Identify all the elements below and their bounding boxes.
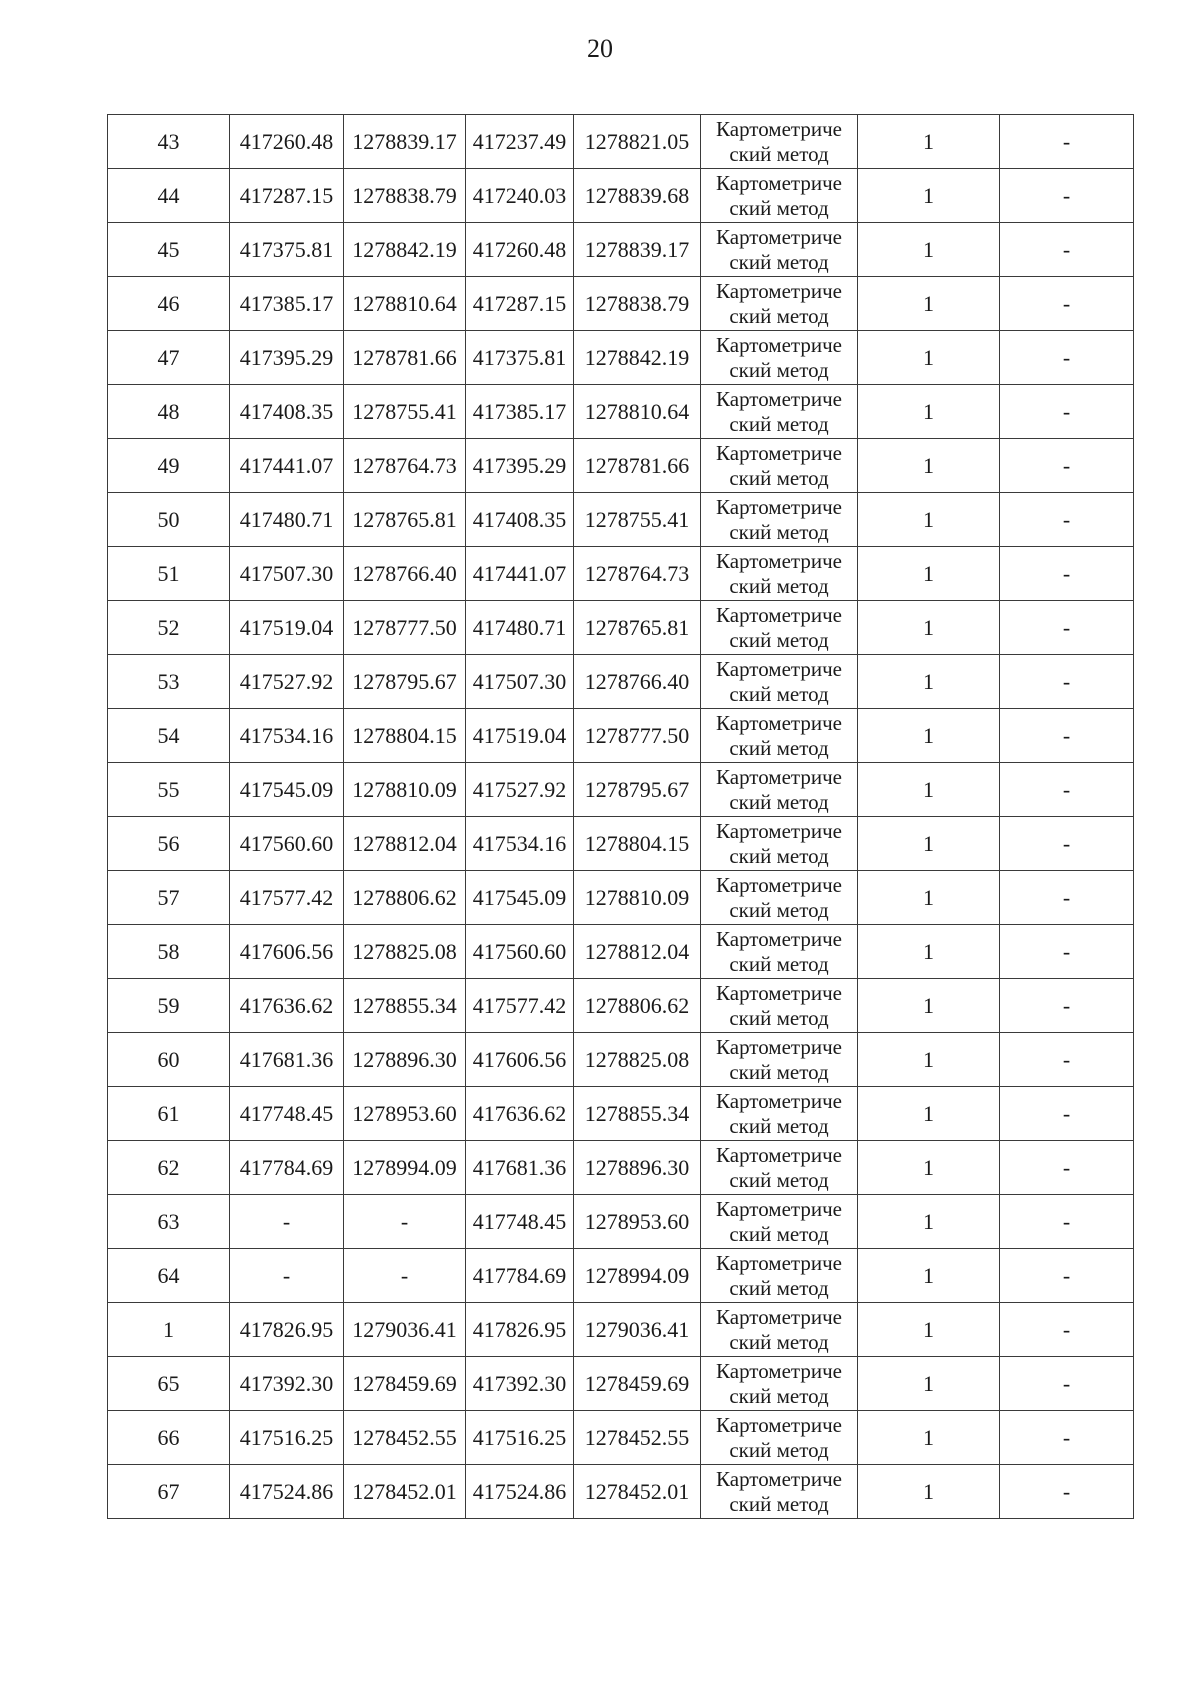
point-number-cell: 1 bbox=[108, 1303, 230, 1357]
refined-x-cell: 417395.29 bbox=[466, 439, 574, 493]
method-line-2: ский метод bbox=[729, 843, 829, 868]
method-line-1: Картометриче bbox=[716, 1034, 842, 1059]
method-cell bbox=[701, 1195, 858, 1249]
method-line-2: ский метод bbox=[729, 1059, 829, 1084]
existing-x-cell: 417748.45 bbox=[230, 1087, 344, 1141]
refined-y-cell: 1278452.55 bbox=[574, 1411, 701, 1465]
method-line-2: ский метод bbox=[729, 249, 829, 274]
note-cell: - bbox=[1000, 709, 1134, 763]
refined-x-cell: 417240.03 bbox=[466, 169, 574, 223]
method-cell bbox=[701, 1303, 858, 1357]
method-line-2: ский метод bbox=[729, 789, 829, 814]
refined-y-cell: 1278804.15 bbox=[574, 817, 701, 871]
coordinates-table bbox=[107, 114, 1134, 1519]
refined-y-cell: 1278452.01 bbox=[574, 1465, 701, 1519]
method-line-2: ский метод bbox=[729, 141, 829, 166]
refined-x-cell: 417577.42 bbox=[466, 979, 574, 1033]
existing-x-cell: 417260.48 bbox=[230, 115, 344, 169]
refined-x-cell: 417527.92 bbox=[466, 763, 574, 817]
page-number: 20 bbox=[587, 34, 613, 63]
accuracy-cell: 1 bbox=[858, 439, 1000, 493]
method-line-2: ский метод bbox=[729, 1221, 829, 1246]
note-cell: - bbox=[1000, 115, 1134, 169]
method-cell bbox=[701, 817, 858, 871]
method-line-1: Картометриче bbox=[716, 116, 842, 141]
method-line-2: ский метод bbox=[729, 357, 829, 382]
point-number-cell: 62 bbox=[108, 1141, 230, 1195]
method-line-2: ский метод bbox=[729, 303, 829, 328]
note-cell: - bbox=[1000, 817, 1134, 871]
point-number-cell: 49 bbox=[108, 439, 230, 493]
method-line-2: ский метод bbox=[729, 681, 829, 706]
table-row bbox=[108, 115, 1134, 169]
note-cell: - bbox=[1000, 763, 1134, 817]
existing-x-cell: 417408.35 bbox=[230, 385, 344, 439]
method-line-2: ский метод bbox=[729, 411, 829, 436]
existing-x-cell: 417606.56 bbox=[230, 925, 344, 979]
accuracy-cell: 1 bbox=[858, 871, 1000, 925]
method-line-1: Картометриче bbox=[716, 1304, 842, 1329]
method-cell bbox=[701, 709, 858, 763]
point-number-cell: 67 bbox=[108, 1465, 230, 1519]
method-cell bbox=[701, 979, 858, 1033]
refined-x-cell: 417480.71 bbox=[466, 601, 574, 655]
method-line-2: ский метод bbox=[729, 1383, 829, 1408]
method-line-1: Картометриче bbox=[716, 278, 842, 303]
refined-x-cell: 417392.30 bbox=[466, 1357, 574, 1411]
existing-x-cell: - bbox=[230, 1195, 344, 1249]
method-line-1: Картометриче bbox=[716, 494, 842, 519]
existing-y-cell: - bbox=[344, 1249, 466, 1303]
point-number-cell: 51 bbox=[108, 547, 230, 601]
note-cell: - bbox=[1000, 223, 1134, 277]
existing-y-cell: 1278994.09 bbox=[344, 1141, 466, 1195]
point-number-cell: 47 bbox=[108, 331, 230, 385]
table-row bbox=[108, 871, 1134, 925]
method-cell bbox=[701, 1087, 858, 1141]
method-line-1: Картометриче bbox=[716, 980, 842, 1005]
table-row bbox=[108, 223, 1134, 277]
refined-y-cell: 1278459.69 bbox=[574, 1357, 701, 1411]
method-line-1: Картометриче bbox=[716, 224, 842, 249]
existing-y-cell: 1278810.09 bbox=[344, 763, 466, 817]
existing-y-cell: 1278459.69 bbox=[344, 1357, 466, 1411]
accuracy-cell: 1 bbox=[858, 1141, 1000, 1195]
point-number-cell: 63 bbox=[108, 1195, 230, 1249]
refined-x-cell: 417784.69 bbox=[466, 1249, 574, 1303]
refined-x-cell: 417287.15 bbox=[466, 277, 574, 331]
method-line-2: ский метод bbox=[729, 519, 829, 544]
method-line-1: Картометриче bbox=[716, 332, 842, 357]
refined-y-cell: 1278839.17 bbox=[574, 223, 701, 277]
refined-y-cell: 1278766.40 bbox=[574, 655, 701, 709]
existing-x-cell: 417636.62 bbox=[230, 979, 344, 1033]
note-cell: - bbox=[1000, 979, 1134, 1033]
method-line-2: ский метод bbox=[729, 1437, 829, 1462]
method-cell bbox=[701, 331, 858, 385]
method-cell bbox=[701, 115, 858, 169]
refined-y-cell: 1278777.50 bbox=[574, 709, 701, 763]
method-cell bbox=[701, 1141, 858, 1195]
existing-x-cell: 417826.95 bbox=[230, 1303, 344, 1357]
table-row bbox=[108, 1249, 1134, 1303]
point-number-cell: 56 bbox=[108, 817, 230, 871]
method-line-1: Картометриче bbox=[716, 1142, 842, 1167]
existing-y-cell: 1278755.41 bbox=[344, 385, 466, 439]
note-cell: - bbox=[1000, 439, 1134, 493]
refined-y-cell: 1278838.79 bbox=[574, 277, 701, 331]
existing-x-cell: 417287.15 bbox=[230, 169, 344, 223]
method-cell bbox=[701, 493, 858, 547]
refined-y-cell: 1278755.41 bbox=[574, 493, 701, 547]
existing-x-cell: - bbox=[230, 1249, 344, 1303]
accuracy-cell: 1 bbox=[858, 763, 1000, 817]
method-line-1: Картометриче bbox=[716, 386, 842, 411]
existing-y-cell: 1278795.67 bbox=[344, 655, 466, 709]
method-line-1: Картометриче bbox=[716, 1196, 842, 1221]
note-cell: - bbox=[1000, 1195, 1134, 1249]
note-cell: - bbox=[1000, 871, 1134, 925]
accuracy-cell: 1 bbox=[858, 601, 1000, 655]
note-cell: - bbox=[1000, 331, 1134, 385]
method-line-1: Картометриче bbox=[716, 764, 842, 789]
existing-y-cell: 1278777.50 bbox=[344, 601, 466, 655]
method-line-1: Картометриче bbox=[716, 440, 842, 465]
method-cell bbox=[701, 1465, 858, 1519]
point-number-cell: 65 bbox=[108, 1357, 230, 1411]
point-number-cell: 48 bbox=[108, 385, 230, 439]
refined-y-cell: 1278810.09 bbox=[574, 871, 701, 925]
table-row bbox=[108, 1357, 1134, 1411]
note-cell: - bbox=[1000, 601, 1134, 655]
method-cell bbox=[701, 1249, 858, 1303]
accuracy-cell: 1 bbox=[858, 817, 1000, 871]
existing-x-cell: 417385.17 bbox=[230, 277, 344, 331]
point-number-cell: 43 bbox=[108, 115, 230, 169]
accuracy-cell: 1 bbox=[858, 1087, 1000, 1141]
point-number-cell: 46 bbox=[108, 277, 230, 331]
existing-x-cell: 417784.69 bbox=[230, 1141, 344, 1195]
method-line-2: ский метод bbox=[729, 897, 829, 922]
method-cell bbox=[701, 871, 858, 925]
refined-x-cell: 417516.25 bbox=[466, 1411, 574, 1465]
existing-y-cell: 1278825.08 bbox=[344, 925, 466, 979]
point-number-cell: 57 bbox=[108, 871, 230, 925]
point-number-cell: 66 bbox=[108, 1411, 230, 1465]
refined-x-cell: 417545.09 bbox=[466, 871, 574, 925]
refined-y-cell: 1278821.05 bbox=[574, 115, 701, 169]
method-line-1: Картометриче bbox=[716, 1250, 842, 1275]
existing-y-cell: 1278953.60 bbox=[344, 1087, 466, 1141]
existing-x-cell: 417681.36 bbox=[230, 1033, 344, 1087]
point-number-cell: 59 bbox=[108, 979, 230, 1033]
existing-y-cell: 1278765.81 bbox=[344, 493, 466, 547]
method-cell bbox=[701, 223, 858, 277]
refined-y-cell: 1278896.30 bbox=[574, 1141, 701, 1195]
point-number-cell: 64 bbox=[108, 1249, 230, 1303]
refined-x-cell: 417534.16 bbox=[466, 817, 574, 871]
note-cell: - bbox=[1000, 1465, 1134, 1519]
method-cell bbox=[701, 439, 858, 493]
accuracy-cell: 1 bbox=[858, 493, 1000, 547]
method-line-1: Картометриче bbox=[716, 872, 842, 897]
note-cell: - bbox=[1000, 1411, 1134, 1465]
existing-x-cell: 417375.81 bbox=[230, 223, 344, 277]
existing-y-cell: 1278781.66 bbox=[344, 331, 466, 385]
method-cell bbox=[701, 1357, 858, 1411]
existing-x-cell: 417516.25 bbox=[230, 1411, 344, 1465]
refined-y-cell: 1278781.66 bbox=[574, 439, 701, 493]
refined-x-cell: 417441.07 bbox=[466, 547, 574, 601]
table-row bbox=[108, 169, 1134, 223]
refined-y-cell: 1278855.34 bbox=[574, 1087, 701, 1141]
method-line-2: ский метод bbox=[729, 1005, 829, 1030]
method-line-1: Картометриче bbox=[716, 1412, 842, 1437]
refined-y-cell: 1278953.60 bbox=[574, 1195, 701, 1249]
accuracy-cell: 1 bbox=[858, 169, 1000, 223]
refined-y-cell: 1278839.68 bbox=[574, 169, 701, 223]
refined-x-cell: 417826.95 bbox=[466, 1303, 574, 1357]
table-row bbox=[108, 331, 1134, 385]
note-cell: - bbox=[1000, 1357, 1134, 1411]
refined-x-cell: 417375.81 bbox=[466, 331, 574, 385]
table-row bbox=[108, 1411, 1134, 1465]
accuracy-cell: 1 bbox=[858, 547, 1000, 601]
refined-x-cell: 417681.36 bbox=[466, 1141, 574, 1195]
point-number-cell: 60 bbox=[108, 1033, 230, 1087]
table-row bbox=[108, 1465, 1134, 1519]
table-row bbox=[108, 1195, 1134, 1249]
method-line-2: ский метод bbox=[729, 951, 829, 976]
point-number-cell: 45 bbox=[108, 223, 230, 277]
table-row bbox=[108, 547, 1134, 601]
note-cell: - bbox=[1000, 169, 1134, 223]
method-cell bbox=[701, 655, 858, 709]
point-number-cell: 53 bbox=[108, 655, 230, 709]
point-number-cell: 55 bbox=[108, 763, 230, 817]
table-row bbox=[108, 601, 1134, 655]
method-line-2: ский метод bbox=[729, 195, 829, 220]
accuracy-cell: 1 bbox=[858, 277, 1000, 331]
refined-x-cell: 417260.48 bbox=[466, 223, 574, 277]
method-cell bbox=[701, 277, 858, 331]
refined-x-cell: 417748.45 bbox=[466, 1195, 574, 1249]
note-cell: - bbox=[1000, 547, 1134, 601]
method-cell bbox=[701, 763, 858, 817]
method-line-1: Картометриче bbox=[716, 170, 842, 195]
note-cell: - bbox=[1000, 385, 1134, 439]
accuracy-cell: 1 bbox=[858, 1465, 1000, 1519]
note-cell: - bbox=[1000, 1249, 1134, 1303]
accuracy-cell: 1 bbox=[858, 709, 1000, 763]
existing-x-cell: 417507.30 bbox=[230, 547, 344, 601]
method-line-1: Картометриче bbox=[716, 656, 842, 681]
existing-y-cell: 1278452.01 bbox=[344, 1465, 466, 1519]
method-line-2: ский метод bbox=[729, 1275, 829, 1300]
method-cell bbox=[701, 925, 858, 979]
table-row bbox=[108, 277, 1134, 331]
method-line-1: Картометриче bbox=[716, 926, 842, 951]
existing-y-cell: 1278896.30 bbox=[344, 1033, 466, 1087]
refined-y-cell: 1278764.73 bbox=[574, 547, 701, 601]
existing-y-cell: 1279036.41 bbox=[344, 1303, 466, 1357]
refined-x-cell: 417408.35 bbox=[466, 493, 574, 547]
table-body bbox=[108, 115, 1134, 1519]
method-line-2: ский метод bbox=[729, 1491, 829, 1516]
existing-x-cell: 417545.09 bbox=[230, 763, 344, 817]
existing-y-cell: 1278766.40 bbox=[344, 547, 466, 601]
refined-x-cell: 417560.60 bbox=[466, 925, 574, 979]
refined-y-cell: 1278812.04 bbox=[574, 925, 701, 979]
method-line-1: Картометриче bbox=[716, 1358, 842, 1383]
method-cell bbox=[701, 169, 858, 223]
method-line-1: Картометриче bbox=[716, 602, 842, 627]
refined-y-cell: 1278810.64 bbox=[574, 385, 701, 439]
accuracy-cell: 1 bbox=[858, 331, 1000, 385]
accuracy-cell: 1 bbox=[858, 925, 1000, 979]
table-row bbox=[108, 385, 1134, 439]
refined-y-cell: 1278994.09 bbox=[574, 1249, 701, 1303]
accuracy-cell: 1 bbox=[858, 655, 1000, 709]
existing-x-cell: 417560.60 bbox=[230, 817, 344, 871]
existing-y-cell: 1278855.34 bbox=[344, 979, 466, 1033]
accuracy-cell: 1 bbox=[858, 385, 1000, 439]
existing-x-cell: 417534.16 bbox=[230, 709, 344, 763]
note-cell: - bbox=[1000, 277, 1134, 331]
note-cell: - bbox=[1000, 1033, 1134, 1087]
refined-y-cell: 1278842.19 bbox=[574, 331, 701, 385]
existing-y-cell: 1278812.04 bbox=[344, 817, 466, 871]
point-number-cell: 50 bbox=[108, 493, 230, 547]
table-row bbox=[108, 439, 1134, 493]
point-number-cell: 61 bbox=[108, 1087, 230, 1141]
existing-x-cell: 417524.86 bbox=[230, 1465, 344, 1519]
accuracy-cell: 1 bbox=[858, 223, 1000, 277]
accuracy-cell: 1 bbox=[858, 1033, 1000, 1087]
point-number-cell: 44 bbox=[108, 169, 230, 223]
table-row bbox=[108, 1087, 1134, 1141]
note-cell: - bbox=[1000, 1141, 1134, 1195]
method-cell bbox=[701, 547, 858, 601]
existing-x-cell: 417527.92 bbox=[230, 655, 344, 709]
existing-y-cell: 1278452.55 bbox=[344, 1411, 466, 1465]
point-number-cell: 54 bbox=[108, 709, 230, 763]
existing-x-cell: 417395.29 bbox=[230, 331, 344, 385]
refined-y-cell: 1278765.81 bbox=[574, 601, 701, 655]
method-line-1: Картометриче bbox=[716, 548, 842, 573]
refined-y-cell: 1279036.41 bbox=[574, 1303, 701, 1357]
existing-y-cell: 1278838.79 bbox=[344, 169, 466, 223]
note-cell: - bbox=[1000, 1303, 1134, 1357]
table-row bbox=[108, 817, 1134, 871]
note-cell: - bbox=[1000, 925, 1134, 979]
existing-y-cell: - bbox=[344, 1195, 466, 1249]
table-row bbox=[108, 709, 1134, 763]
refined-y-cell: 1278795.67 bbox=[574, 763, 701, 817]
table-row bbox=[108, 1141, 1134, 1195]
existing-x-cell: 417480.71 bbox=[230, 493, 344, 547]
refined-x-cell: 417507.30 bbox=[466, 655, 574, 709]
method-line-1: Картометриче bbox=[716, 1088, 842, 1113]
existing-y-cell: 1278806.62 bbox=[344, 871, 466, 925]
note-cell: - bbox=[1000, 1087, 1134, 1141]
table-row bbox=[108, 1033, 1134, 1087]
table-row bbox=[108, 979, 1134, 1033]
refined-x-cell: 417606.56 bbox=[466, 1033, 574, 1087]
refined-x-cell: 417519.04 bbox=[466, 709, 574, 763]
method-line-1: Картометриче bbox=[716, 710, 842, 735]
method-line-2: ский метод bbox=[729, 1167, 829, 1192]
point-number-cell: 58 bbox=[108, 925, 230, 979]
refined-x-cell: 417237.49 bbox=[466, 115, 574, 169]
method-cell bbox=[701, 1411, 858, 1465]
accuracy-cell: 1 bbox=[858, 1357, 1000, 1411]
existing-y-cell: 1278804.15 bbox=[344, 709, 466, 763]
refined-y-cell: 1278825.08 bbox=[574, 1033, 701, 1087]
table-row bbox=[108, 1303, 1134, 1357]
method-line-2: ский метод bbox=[729, 573, 829, 598]
method-cell bbox=[701, 601, 858, 655]
table-row bbox=[108, 925, 1134, 979]
note-cell: - bbox=[1000, 493, 1134, 547]
method-line-1: Картометриче bbox=[716, 1466, 842, 1491]
existing-y-cell: 1278810.64 bbox=[344, 277, 466, 331]
note-cell: - bbox=[1000, 655, 1134, 709]
refined-x-cell: 417524.86 bbox=[466, 1465, 574, 1519]
existing-y-cell: 1278839.17 bbox=[344, 115, 466, 169]
existing-x-cell: 417441.07 bbox=[230, 439, 344, 493]
point-number-cell: 52 bbox=[108, 601, 230, 655]
table-row bbox=[108, 655, 1134, 709]
existing-x-cell: 417519.04 bbox=[230, 601, 344, 655]
existing-y-cell: 1278842.19 bbox=[344, 223, 466, 277]
method-cell bbox=[701, 385, 858, 439]
method-line-2: ский метод bbox=[729, 1113, 829, 1138]
existing-x-cell: 417577.42 bbox=[230, 871, 344, 925]
accuracy-cell: 1 bbox=[858, 1249, 1000, 1303]
existing-y-cell: 1278764.73 bbox=[344, 439, 466, 493]
method-line-2: ский метод bbox=[729, 735, 829, 760]
method-line-2: ский метод bbox=[729, 1329, 829, 1354]
accuracy-cell: 1 bbox=[858, 115, 1000, 169]
accuracy-cell: 1 bbox=[858, 979, 1000, 1033]
refined-y-cell: 1278806.62 bbox=[574, 979, 701, 1033]
method-line-2: ский метод bbox=[729, 465, 829, 490]
method-line-2: ский метод bbox=[729, 627, 829, 652]
method-line-1: Картометриче bbox=[716, 818, 842, 843]
table-row bbox=[108, 493, 1134, 547]
accuracy-cell: 1 bbox=[858, 1411, 1000, 1465]
refined-x-cell: 417385.17 bbox=[466, 385, 574, 439]
method-cell bbox=[701, 1033, 858, 1087]
existing-x-cell: 417392.30 bbox=[230, 1357, 344, 1411]
table-row bbox=[108, 763, 1134, 817]
accuracy-cell: 1 bbox=[858, 1195, 1000, 1249]
refined-x-cell: 417636.62 bbox=[466, 1087, 574, 1141]
accuracy-cell: 1 bbox=[858, 1303, 1000, 1357]
